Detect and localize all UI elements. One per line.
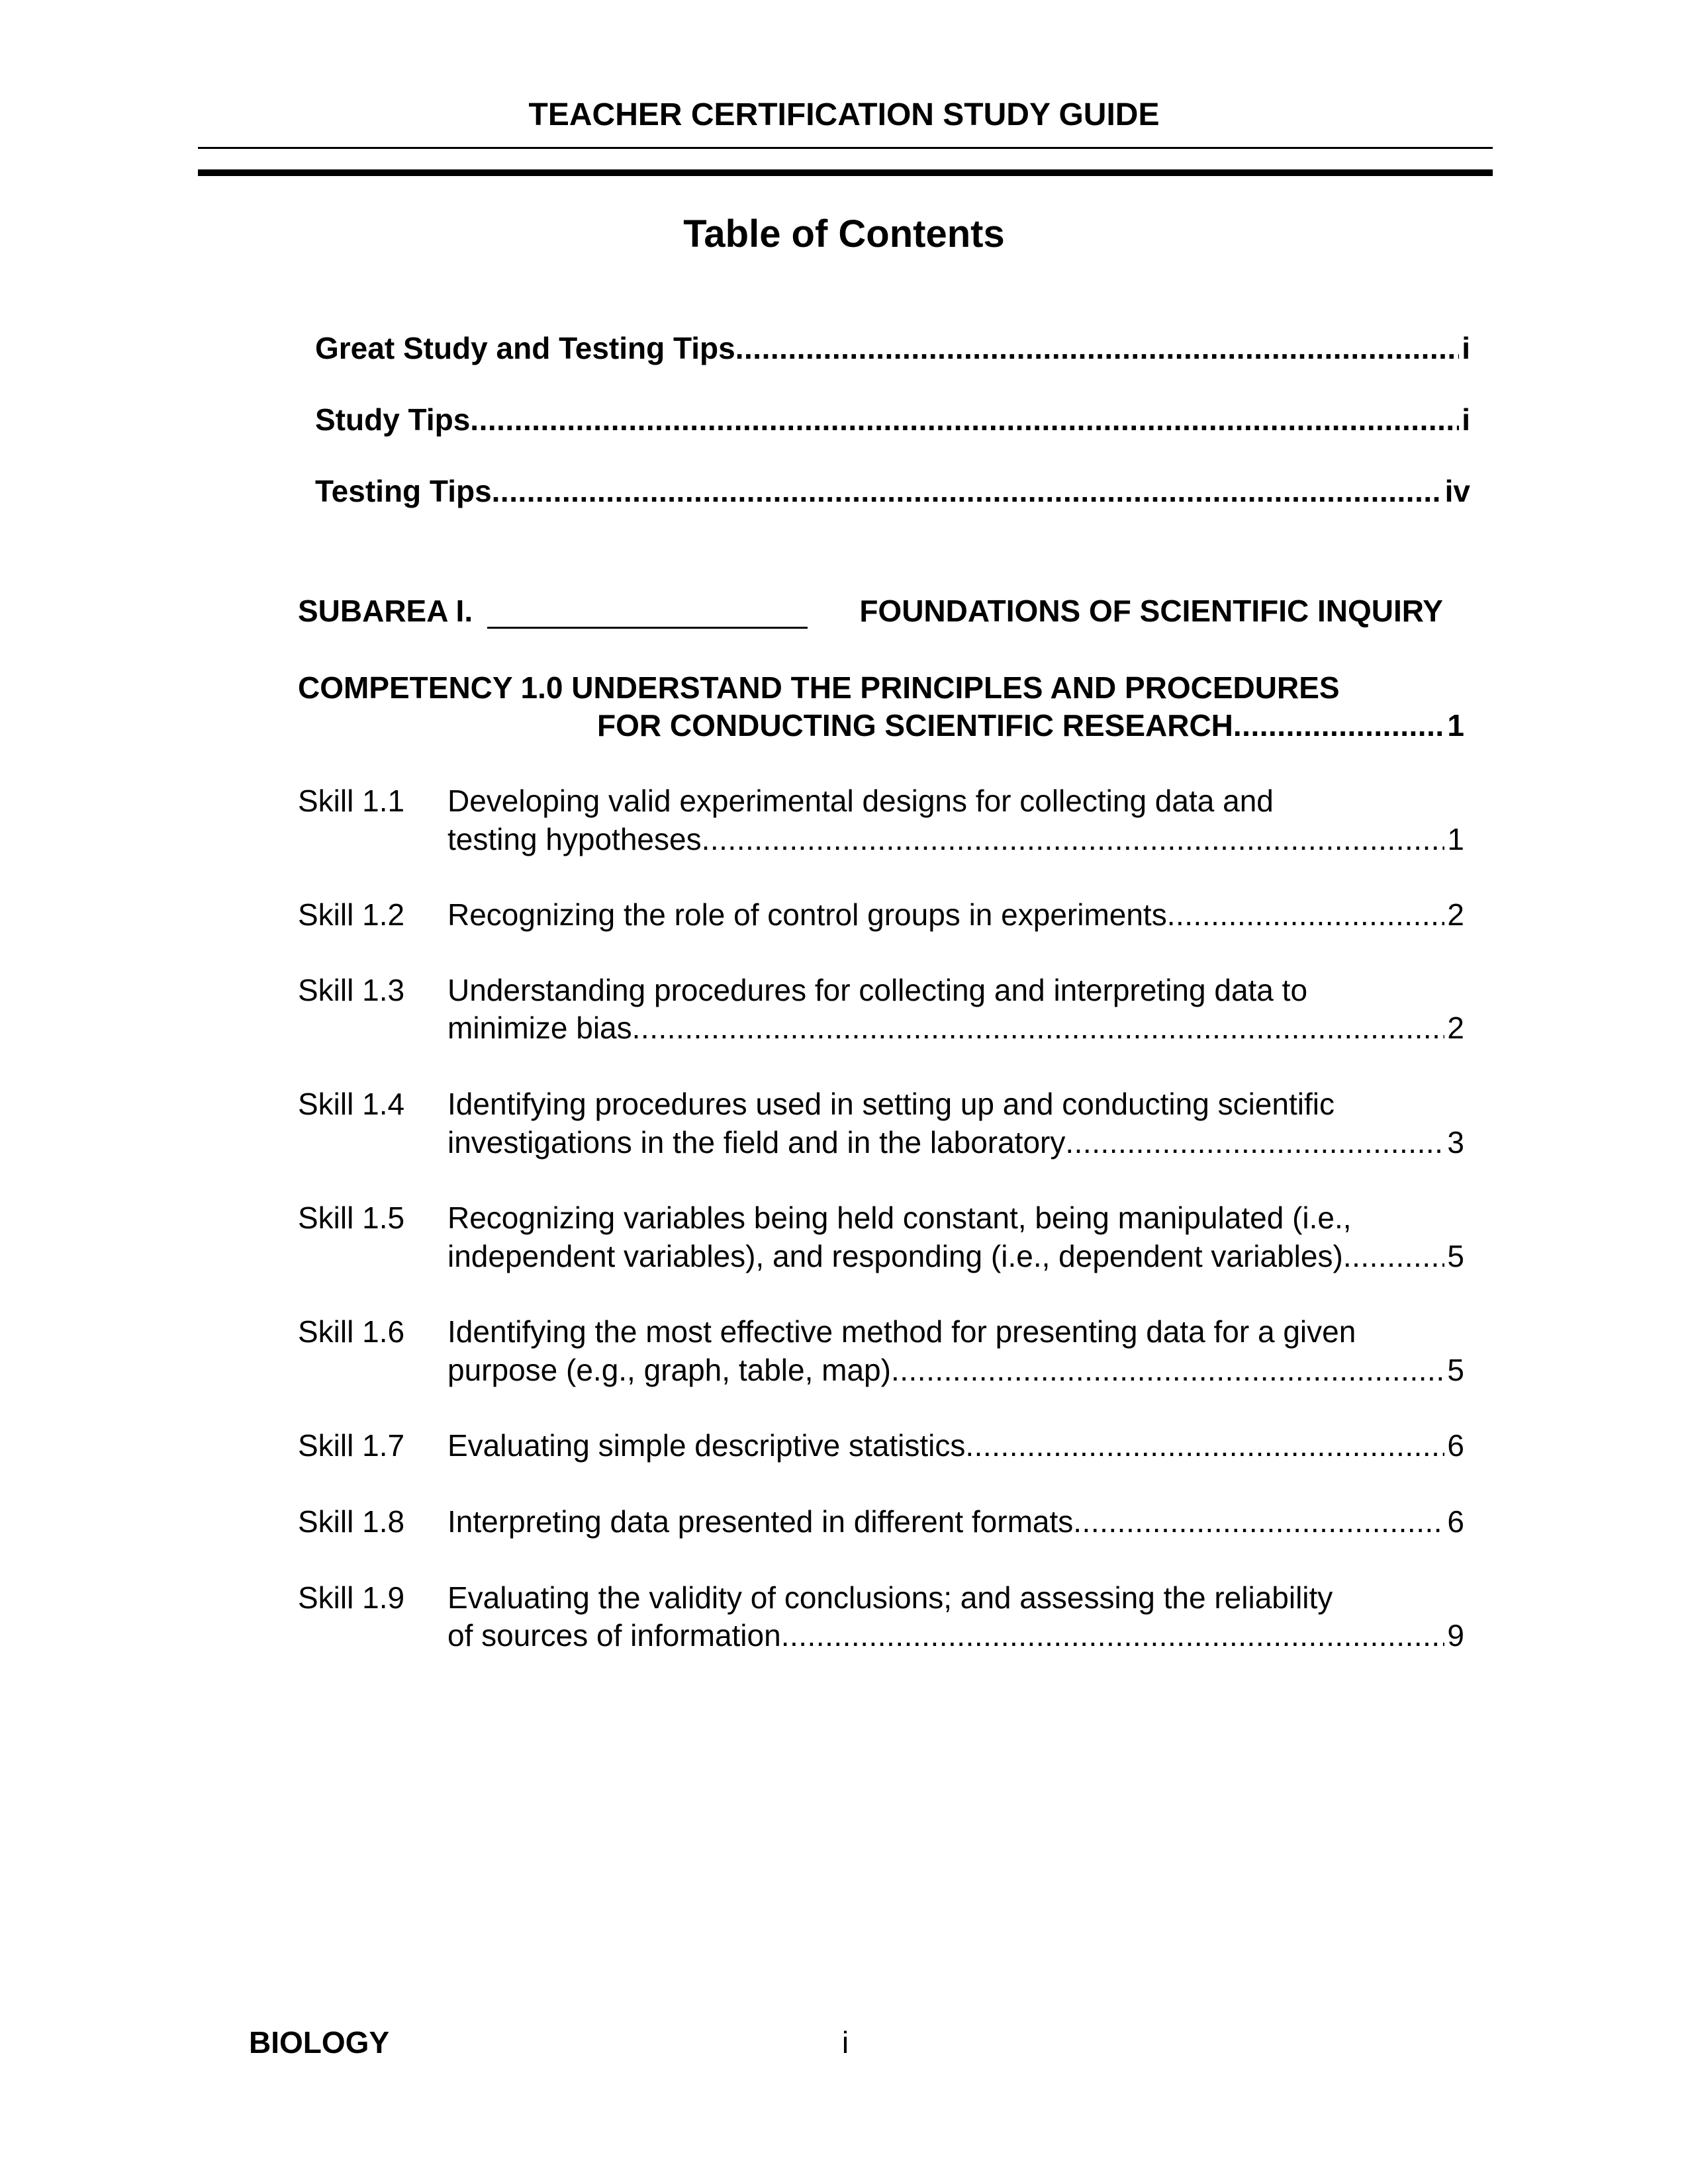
- leader-dots: [735, 330, 1459, 367]
- skill-description: Recognizing variables being held constant, being manipulated (i.e.,: [447, 1201, 1352, 1235]
- skill-id: Skill 1.8: [298, 1504, 405, 1539]
- skill-page: 3: [1447, 1125, 1464, 1160]
- leader-dots: [1065, 1124, 1444, 1161]
- skill-description-cont: of sources of information: [447, 1618, 781, 1653]
- skill-page: 9: [1447, 1618, 1464, 1653]
- leader-dots: [632, 1009, 1445, 1046]
- skill-description-cont: purpose (e.g., graph, table, map): [447, 1353, 891, 1387]
- skill-id: Skill 1.6: [298, 1314, 405, 1349]
- running-header: TEACHER CERTIFICATION STUDY GUIDE: [528, 97, 1160, 132]
- skill-page: 5: [1447, 1239, 1464, 1273]
- skill-page: 1: [1447, 822, 1464, 856]
- leader-dots: [1343, 1238, 1445, 1275]
- skill-page: 2: [1447, 897, 1464, 932]
- toc-entry-testing-tips[interactable]: [315, 473, 1470, 510]
- skill-description: Identifying the most effective method for presenting data for a given: [447, 1314, 1356, 1349]
- skill-description-cont: minimize bias: [447, 1011, 632, 1045]
- skill-id: Skill 1.9: [298, 1580, 405, 1615]
- skill-id: Skill 1.1: [298, 784, 405, 818]
- toc-entry-label: Study Tips: [315, 402, 471, 437]
- competency-heading: COMPETENCY 1.0 UNDERSTAND THE PRINCIPLES AND PROCEDURES: [298, 670, 1340, 705]
- competency-entry[interactable]: [597, 707, 1464, 744]
- skill-description: Interpreting data presented in different formats: [447, 1504, 1074, 1539]
- skill-description: Identifying procedures used in setting up and conducting scientific: [447, 1087, 1335, 1121]
- skill-description: Recognizing the role of control groups in experiments: [447, 897, 1167, 932]
- skill-page: 5: [1447, 1353, 1464, 1387]
- skill-entry-1-3[interactable]: [447, 1009, 1464, 1046]
- skill-id: Skill 1.4: [298, 1087, 405, 1121]
- header-rule-thin: [198, 147, 1493, 149]
- skill-entry-1-5[interactable]: [447, 1238, 1464, 1275]
- toc-entry-page: i: [1462, 331, 1470, 365]
- skill-page: 6: [1447, 1428, 1464, 1463]
- leader-dots: [891, 1351, 1444, 1388]
- skill-page: 6: [1447, 1504, 1464, 1539]
- skill-entry-1-8[interactable]: [447, 1503, 1464, 1540]
- skill-description-cont: independent variables), and responding (i.e., dependent variables): [447, 1239, 1343, 1273]
- leader-dots: [492, 473, 1442, 510]
- toc-entry-label: Great Study and Testing Tips: [315, 331, 735, 365]
- skill-entry-1-6[interactable]: [447, 1351, 1464, 1388]
- subarea-title: FOUNDATIONS OF SCIENTIFIC INQUIRY: [859, 594, 1443, 628]
- footer-subject: BIOLOGY: [249, 2025, 390, 2060]
- competency-page: 1: [1447, 708, 1464, 743]
- toc-entry-label: Testing Tips: [315, 474, 492, 508]
- skill-description-cont: investigations in the field and in the laboratory: [447, 1125, 1066, 1160]
- skill-page: 2: [1447, 1011, 1464, 1045]
- skill-id: Skill 1.7: [298, 1428, 405, 1463]
- skill-description: Understanding procedures for collecting and interpreting data to: [447, 973, 1308, 1007]
- skill-entry-1-2[interactable]: [447, 896, 1464, 933]
- skill-id: Skill 1.5: [298, 1201, 405, 1235]
- leader-dots: [965, 1427, 1444, 1464]
- header-rule-thick: [198, 169, 1493, 176]
- leader-dots: [702, 821, 1445, 858]
- skill-description: Evaluating the validity of conclusions; and assessing the reliability: [447, 1580, 1333, 1615]
- leader-dots: [1167, 896, 1445, 933]
- skill-id: Skill 1.3: [298, 973, 405, 1007]
- skill-entry-1-4[interactable]: [447, 1124, 1464, 1161]
- skill-entry-1-9[interactable]: [447, 1617, 1464, 1654]
- skill-id: Skill 1.2: [298, 897, 405, 932]
- page-title: Table of Contents: [683, 212, 1005, 255]
- skill-entry-1-7[interactable]: [447, 1427, 1464, 1464]
- leader-dots: [781, 1617, 1445, 1654]
- subarea-underline: [487, 627, 808, 629]
- leader-dots: [1073, 1503, 1444, 1540]
- leader-dots: [470, 401, 1459, 438]
- skill-description: Developing valid experimental designs for collecting data and: [447, 784, 1274, 818]
- competency-subtitle: FOR CONDUCTING SCIENTIFIC RESEARCH: [597, 708, 1233, 743]
- subarea-label: SUBAREA I.: [298, 594, 473, 628]
- toc-entry-great-study-tips[interactable]: [315, 330, 1470, 367]
- toc-entry-page: i: [1462, 402, 1470, 437]
- leader-dots: [1233, 707, 1445, 744]
- skill-description: Evaluating simple descriptive statistics: [447, 1428, 966, 1463]
- toc-entry-page: iv: [1444, 474, 1470, 508]
- footer-page-number: i: [841, 2025, 849, 2060]
- skill-entry-1-1[interactable]: [447, 821, 1464, 858]
- skill-description-cont: testing hypotheses: [447, 822, 702, 856]
- toc-entry-study-tips[interactable]: [315, 401, 1470, 438]
